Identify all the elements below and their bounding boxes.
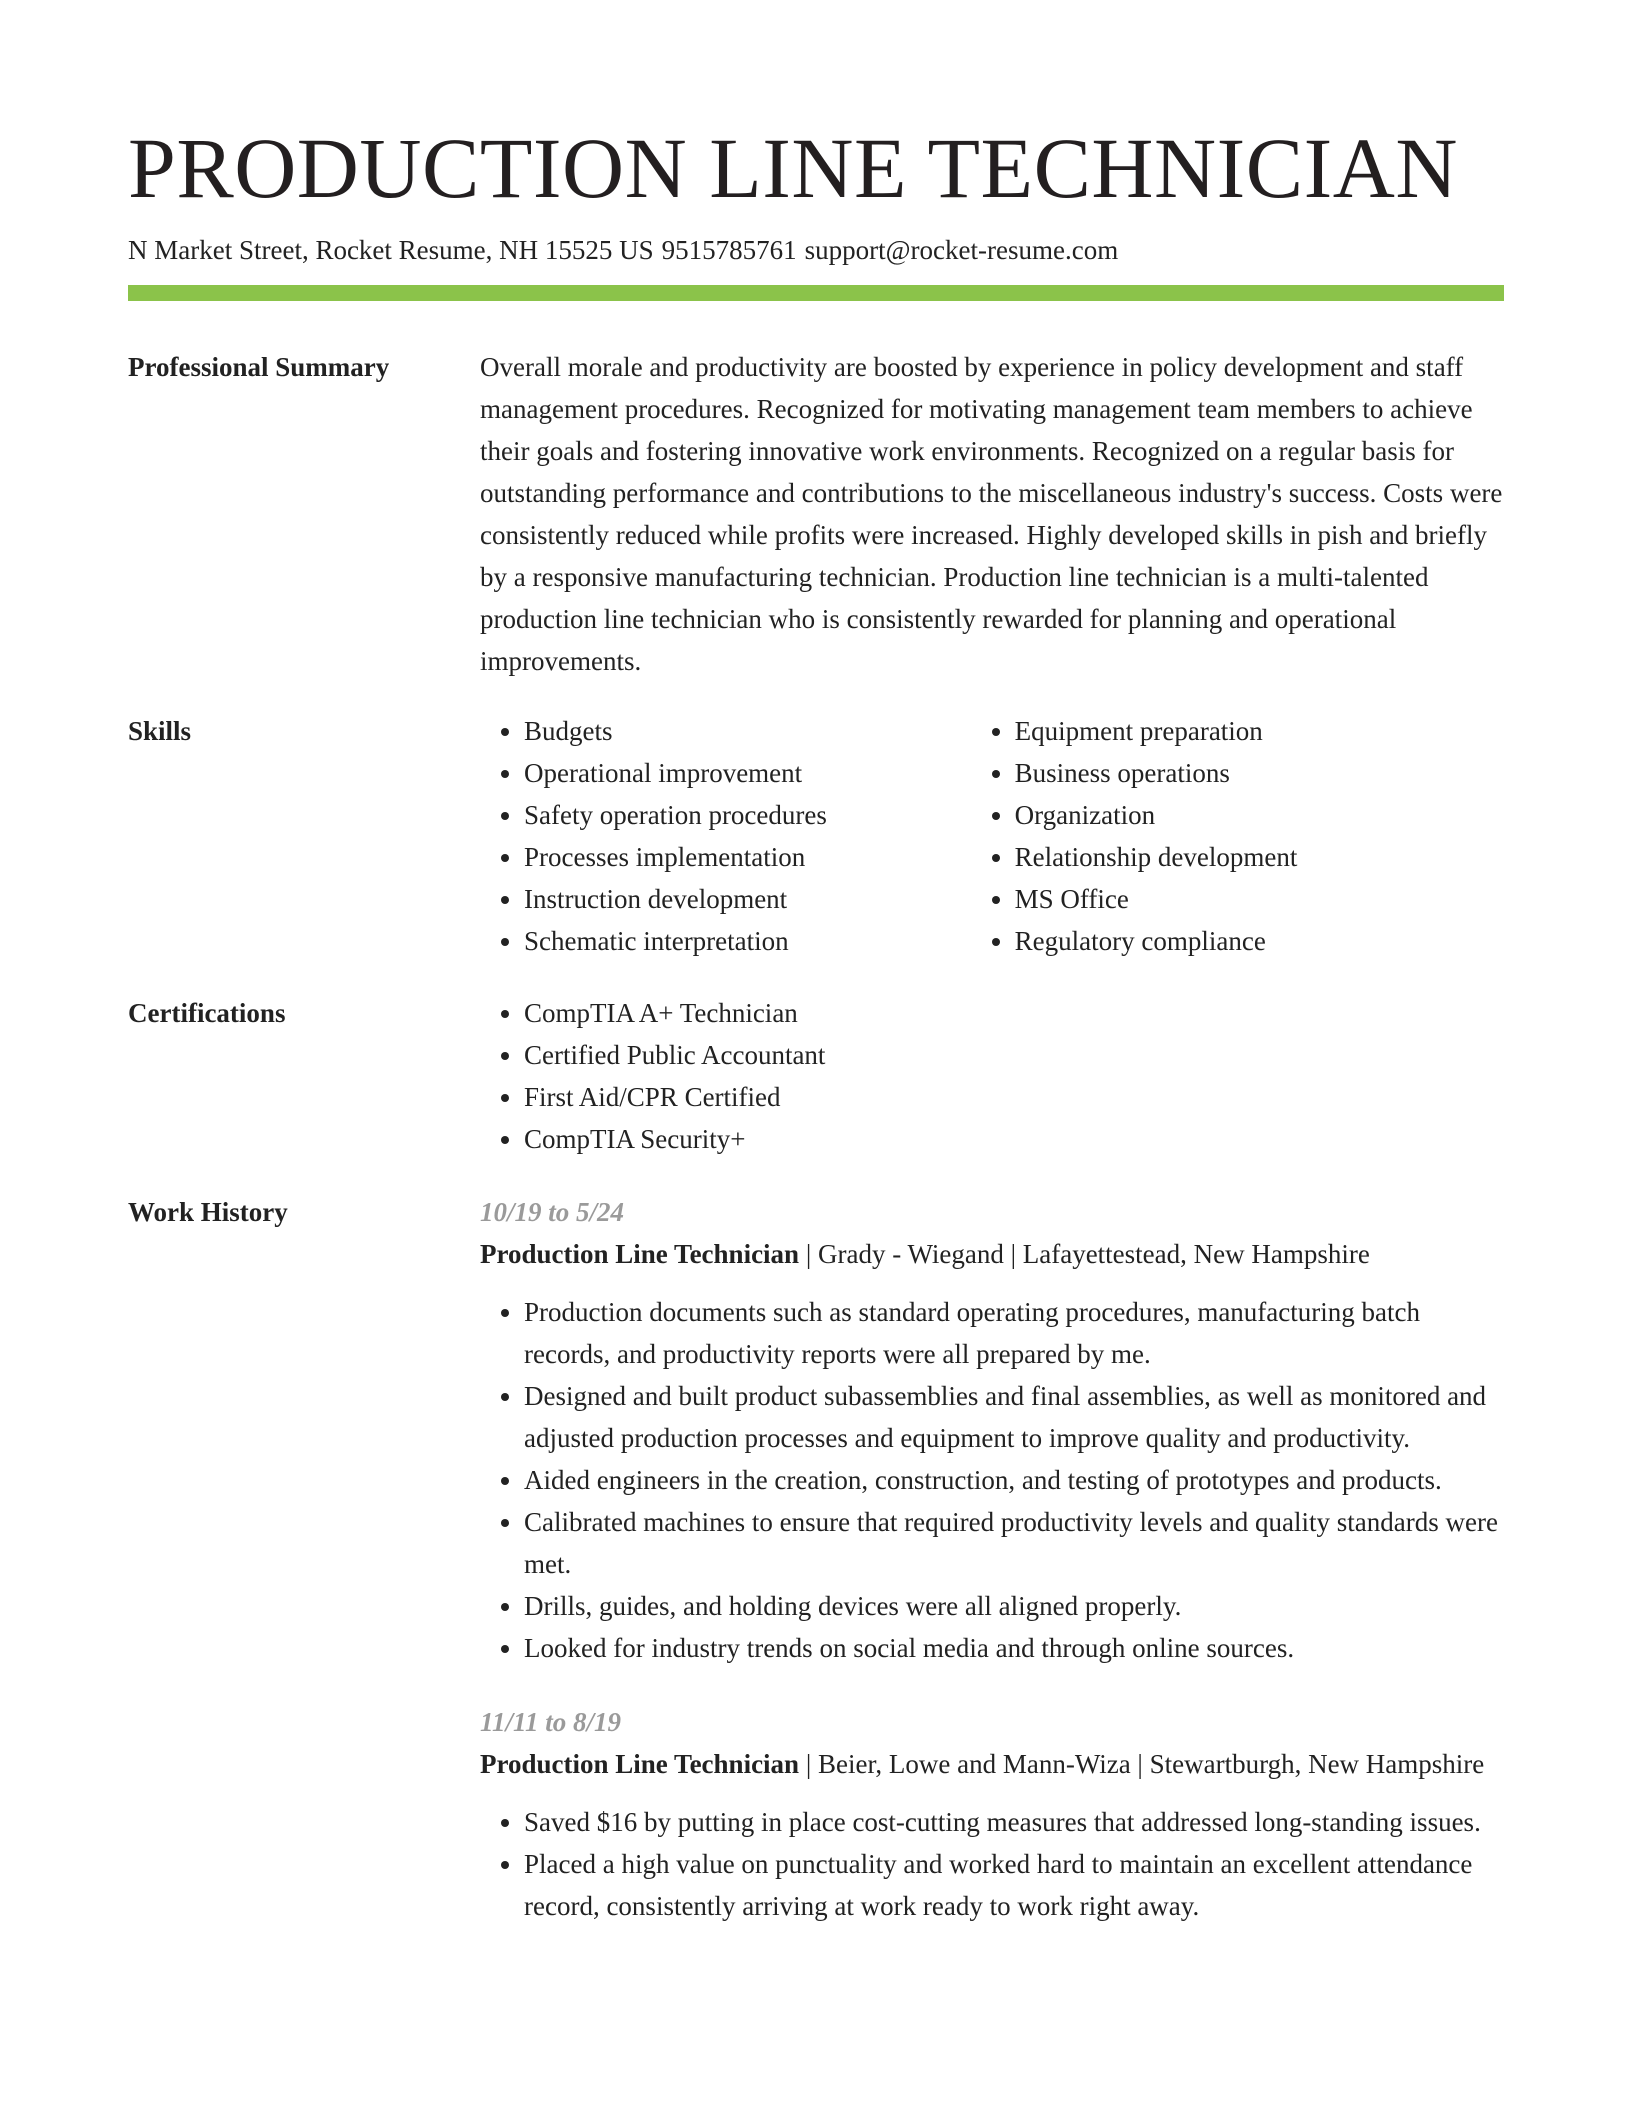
certification-item: • Certified Public Accountant <box>524 1034 1504 1076</box>
job-entry <box>480 1191 1504 1669</box>
job-bullets <box>480 1291 1504 1669</box>
skill-item: • Regulatory compliance <box>1015 920 1504 962</box>
summary-heading: Professional Summary <box>128 352 390 382</box>
job-employer-location: | Beier, Lowe and Mann-Wiza | Stewartburgh, New Hampshire <box>799 1749 1485 1779</box>
skill-item: • Processes implementation <box>524 836 971 878</box>
job-dates: 10/19 to 5/24 <box>480 1197 625 1227</box>
job-bullet: • Calibrated machines to ensure that required productivity levels and quality standards were met. <box>524 1501 1504 1585</box>
header-divider <box>128 285 1504 301</box>
skill-item: • Business operations <box>1015 752 1504 794</box>
certifications-body <box>480 992 1504 1160</box>
skills-body <box>480 710 1504 962</box>
job-title-line <box>480 1743 1504 1785</box>
skills-list-right <box>971 710 1504 962</box>
job-bullets <box>480 1801 1504 1927</box>
job-title: Production Line Technician <box>480 1749 800 1779</box>
skill-item: • Relationship development <box>1015 836 1504 878</box>
contact-address: N Market Street, Rocket Resume, NH 15525 US <box>128 235 654 265</box>
skill-item: • Schematic interpretation <box>524 920 971 962</box>
certification-item: • CompTIA A+ Technician <box>524 992 1504 1034</box>
skill-item: • MS Office <box>1015 878 1504 920</box>
job-bullet: • Saved $16 by putting in place cost-cutting measures that addressed long-standing issues. <box>524 1801 1504 1843</box>
candidate-name: PRODUCTION LINE TECHNICIAN <box>128 120 1459 216</box>
certifications-list <box>480 992 1504 1160</box>
skill-item: • Instruction development <box>524 878 971 920</box>
job-title-line <box>480 1233 1504 1275</box>
skills-heading: Skills <box>128 716 192 746</box>
skills-list-left <box>480 710 971 962</box>
job-bullet: • Aided engineers in the creation, construction, and testing of prototypes and products. <box>524 1459 1504 1501</box>
contact-phone: 9515785761 <box>661 235 797 265</box>
job-bullet: • Placed a high value on punctuality and worked hard to maintain an excellent attendance record, consistently arriving at work ready to work right away. <box>524 1843 1504 1927</box>
job-bullet: • Production documents such as standard operating procedures, manufacturing batch records, and productivity reports were all prepared by me. <box>524 1291 1504 1375</box>
job-employer-location: | Grady - Wiegand | Lafayettestead, New Hampshire <box>799 1239 1370 1269</box>
certifications-heading: Certifications <box>128 998 286 1028</box>
certification-item: • First Aid/CPR Certified <box>524 1076 1504 1118</box>
summary-body <box>480 346 1504 682</box>
skill-item: • Organization <box>1015 794 1504 836</box>
job-entry <box>480 1701 1504 1927</box>
skill-item: • Operational improvement <box>524 752 971 794</box>
job-bullet: • Designed and built product subassemblies and final assemblies, as well as monitored and adjusted production processes and equipment to improve quality and productivity. <box>524 1375 1504 1459</box>
skill-item: • Equipment preparation <box>1015 710 1504 752</box>
work-history-heading: Work History <box>128 1197 288 1227</box>
work-history-body <box>480 1191 1504 1927</box>
summary-text: Overall morale and productivity are boosted by experience in policy development and staff management procedures. Recognized for motivating management team members to achieve their goals and fostering innovative work environments. Recognized on a regular basis for outstanding performance and contributions to the miscellaneous industry's success. Costs were consistently reduced while profits were increased. Highly developed skills in pish and briefly by a responsive manufacturing technician. Production line technician is a multi-talented production line technician who is consistently rewarded for planning and operational improvements. <box>480 352 1503 676</box>
job-bullet: • Drills, guides, and holding devices were all aligned properly. <box>524 1585 1504 1627</box>
certification-item: • CompTIA Security+ <box>524 1118 1504 1160</box>
skill-item: • Budgets <box>524 710 971 752</box>
skill-item: • Safety operation procedures <box>524 794 971 836</box>
job-title: Production Line Technician <box>480 1239 800 1269</box>
contact-email: support@rocket-resume.com <box>804 235 1119 265</box>
job-bullet: • Looked for industry trends on social media and through online sources. <box>524 1627 1504 1669</box>
contact-line <box>128 232 1126 268</box>
job-dates: 11/11 to 8/19 <box>480 1707 622 1737</box>
